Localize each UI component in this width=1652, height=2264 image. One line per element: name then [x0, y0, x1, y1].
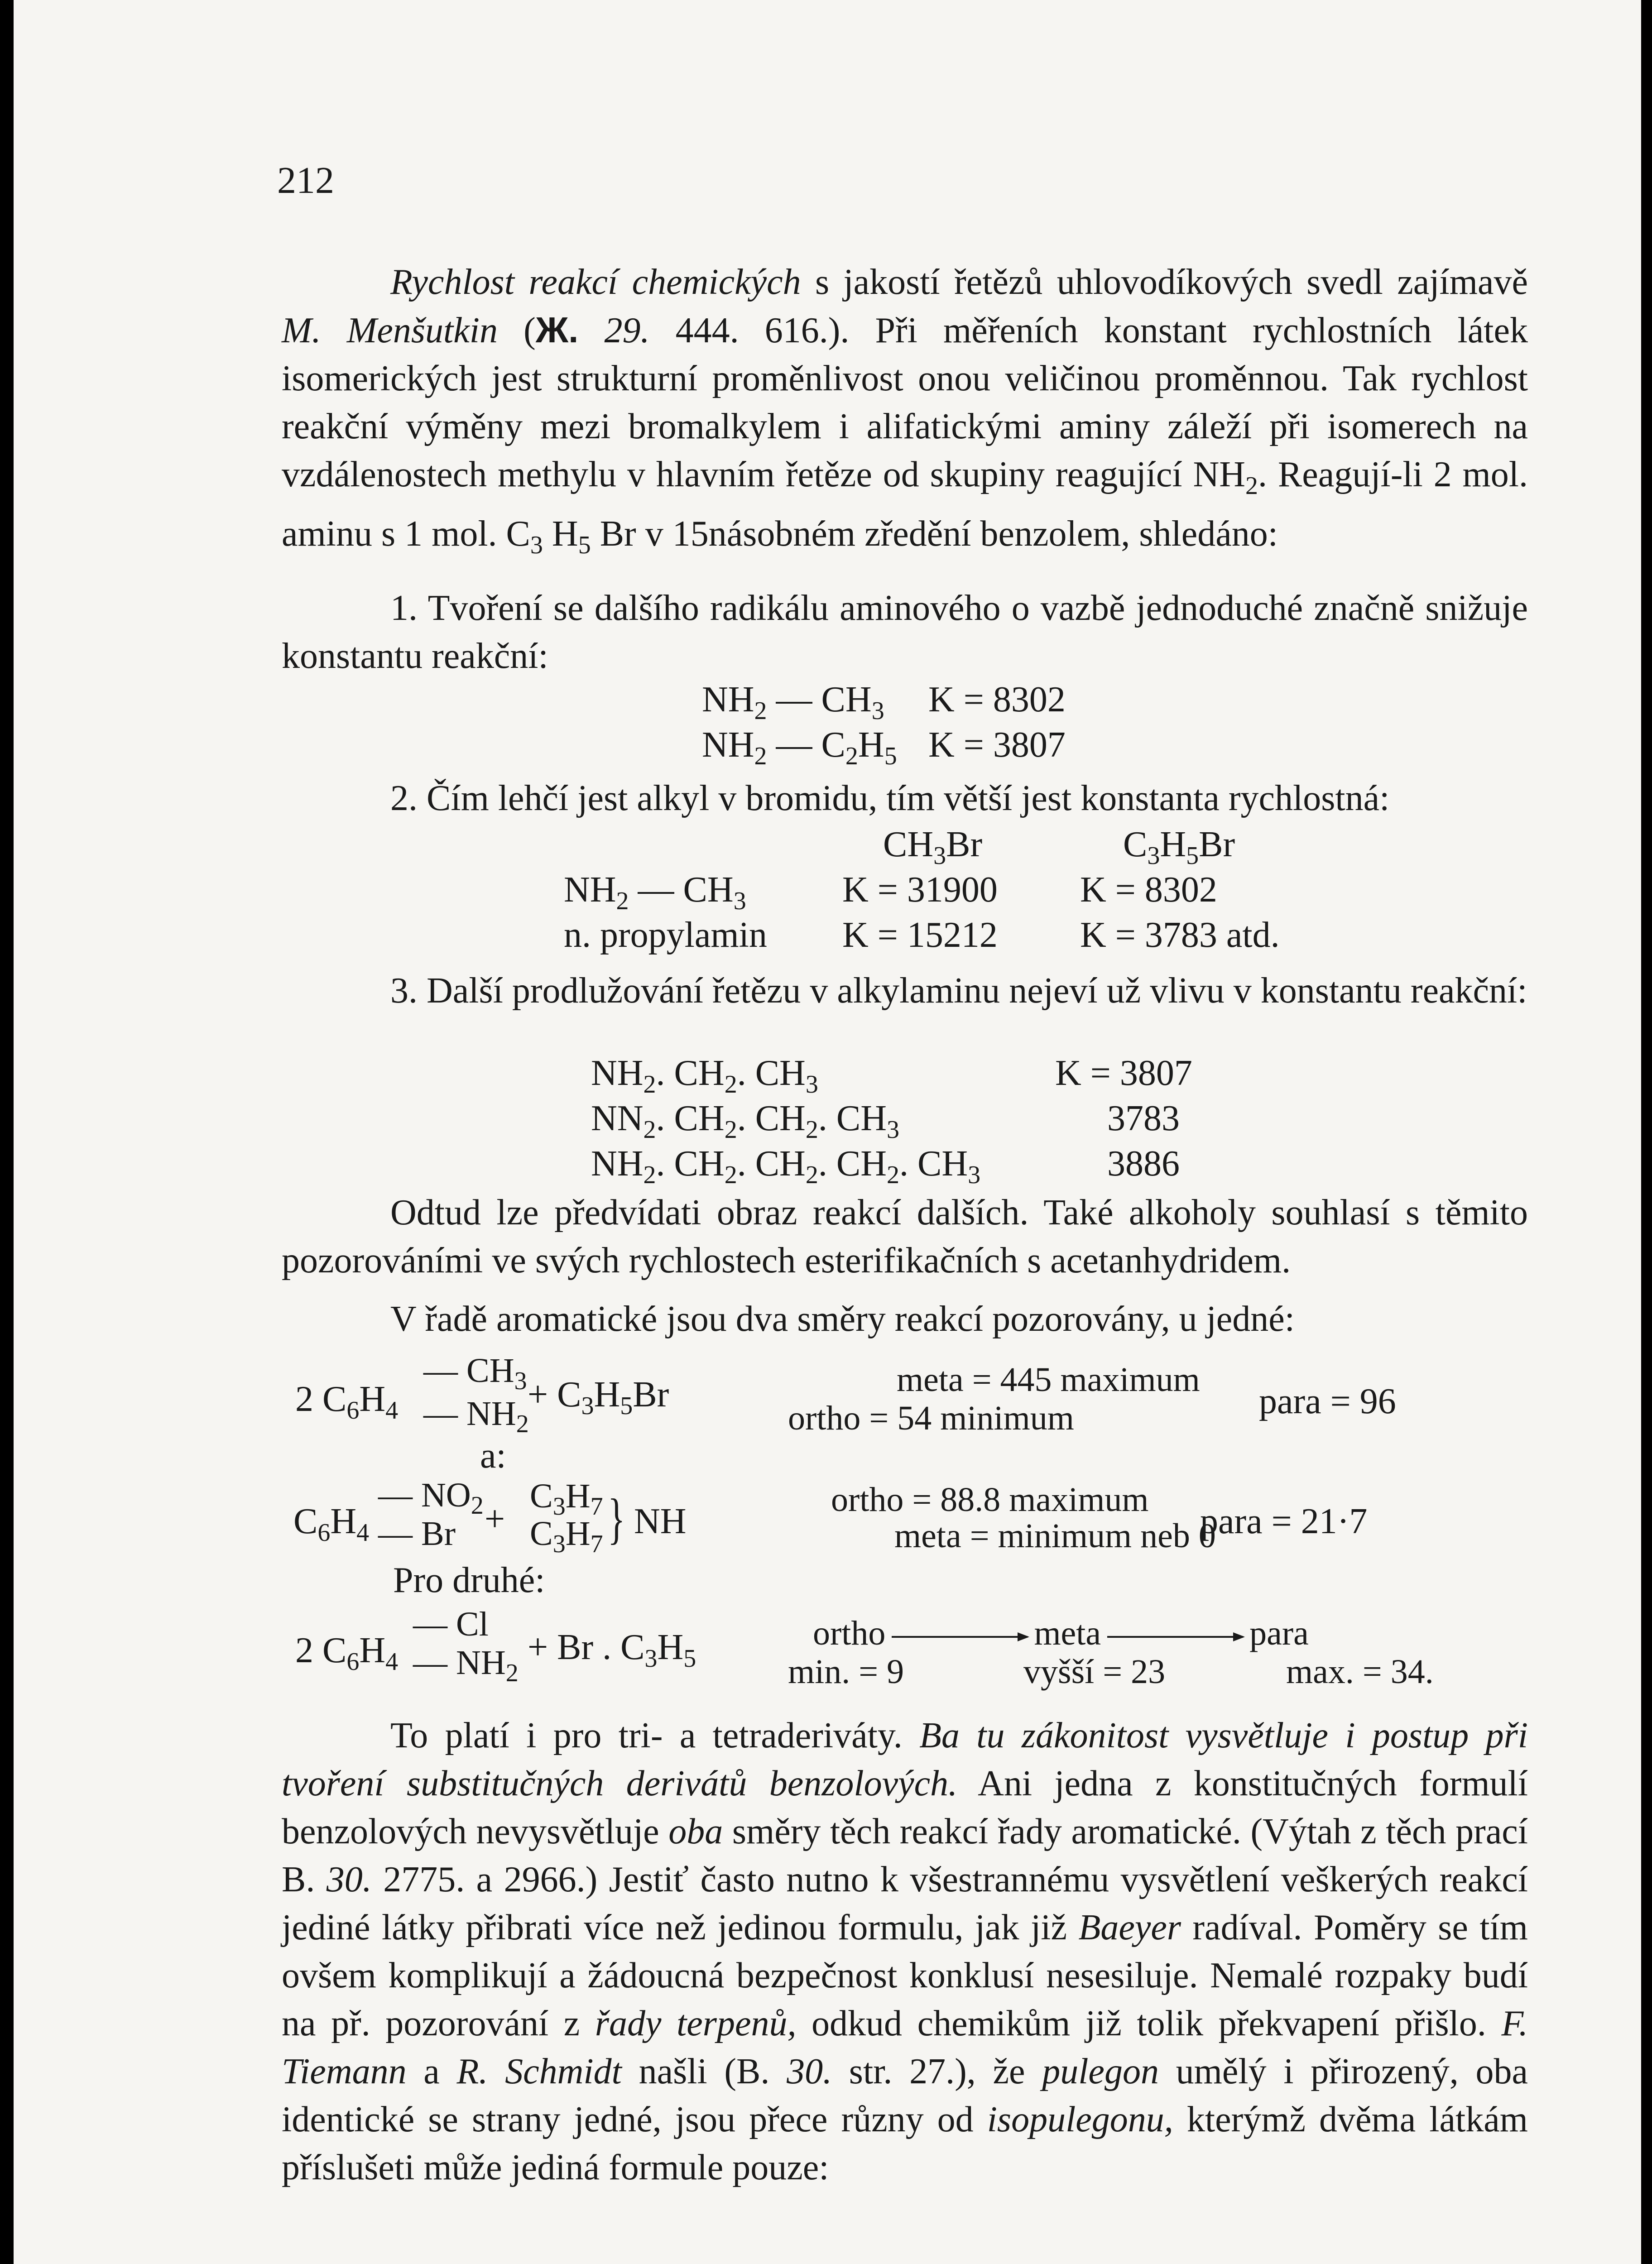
eq2-row2-k2: K = 3783 atd. — [1080, 915, 1280, 955]
eq4-ortho: ortho = 54 minimum — [788, 1399, 1074, 1437]
author-baeyer: Baeyer — [1078, 1908, 1181, 1947]
book-page — [14, 0, 1641, 2264]
eq5-nh: NH — [634, 1501, 687, 1541]
eq4-para: para = 96 — [1259, 1381, 1396, 1421]
pro-druhe: Pro druhé: — [393, 1560, 545, 1600]
eq3-row3: $NH_2$. $CH_2$. $CH_2$. $CH_2$. $CH_3$ — [591, 1144, 981, 1189]
a-label: a: — [480, 1436, 506, 1476]
journal-abbrev: Ж. — [535, 310, 579, 350]
eq6-lhs: 2 $C_6H_4$ — [295, 1631, 399, 1676]
eq3-row1: $NH_2$. $CH_2$. $CH_3$ — [591, 1053, 818, 1098]
eq5-lhs: $C_6H_4$ — [293, 1501, 370, 1547]
eq6-sequence: ortho meta para — [813, 1614, 1309, 1652]
eq3-row2: $NN_2$. $CH_2$. $CH_2$. $CH_3$ — [591, 1098, 899, 1144]
eq6-top: — Cl — [413, 1605, 489, 1643]
eq2-row2-k1: K = 15212 — [842, 915, 998, 955]
eq6-max: max. = 34. — [1286, 1653, 1434, 1691]
eq6-mid: vyšší = 23 — [1023, 1653, 1166, 1691]
eq1-row1-k: K = 8302 — [928, 680, 1066, 719]
eq5-meta: meta = minimum neb 0 — [894, 1517, 1216, 1555]
eq6-min: min. = 9 — [788, 1653, 904, 1691]
eq5-c3h7-top: $C_3H_7$ — [530, 1477, 603, 1521]
eq6-plus: + Br . $C_3H_5$ — [528, 1627, 696, 1673]
eq3-row1-k: K = 3807 — [1055, 1053, 1192, 1093]
author-menshutkin: M. Menšutkin — [282, 311, 498, 350]
paragraph-odtud: Odtud lze předvídati obraz reakcí dalších. Také alkoholy souhlasí s těmito pozorováními ve svých rychlostech esterifikačních s acetanhydridem. — [282, 1193, 1528, 1281]
page-number: 212 — [277, 159, 334, 201]
eq4-bottom: — $NH_2$ — [423, 1395, 529, 1439]
final-paragraph: To platí i pro tri- a tetraderiváty. Ba tu zákonitost vysvětluje i postup při tvoření substitučných derivátů benzolových. Ani jedna z konstitučných formulí benzolových nevysvětluje oba směry těch reakcí řady aromatické. (Výtah z těch prací B. 30. 2775. a 2966.) Jestiť často nutno k všestrannému vysvětlení veškerých reakcí jediné látky přibrati více než jedinou formulu, jak již Baeyer radíval. Poměry se tím ovšem komplikují a žádoucná bezpečnost konklusí nesesiluje. Nemalé rozpaky budí na př. pozorování z řady terpenů, odkud chemikům již tolik překvapení přišlo. F. Tiemann a R. Schmidt našli (B. 30. str. 27.), že pulegon umělý i přirozený, oba identické se strany jedné, jsou přece různy od isopulegonu, kterýmž dvěma látkám příslušeti může jediná formule pouze: — [282, 1716, 1528, 2187]
arrow-icon — [892, 1636, 1028, 1638]
paragraph-aromatic: V řadě aromatické jsou dva směry reakcí pozorovány, u jedné: — [390, 1299, 1295, 1339]
eq5-c3h7-bottom: $C_3H_7$ — [530, 1515, 603, 1559]
eq6-bottom: — $NH_2$ — [413, 1644, 519, 1688]
eq4-meta: meta = 445 maximum — [897, 1361, 1200, 1399]
eq3-row3-k: 3886 — [1107, 1144, 1180, 1184]
intro-title: Rychlost reakcí chemických — [390, 262, 801, 302]
eq2-head1: $CH_3Br$ — [883, 825, 983, 870]
eq2-row1-k1: K = 31900 — [842, 870, 998, 910]
eq5-top: — $NO_2$ — [378, 1476, 484, 1520]
intro-paragraph: Rychlost reakcí chemických s jakostí řetězů uhlovodíkových svedl zajímavě M. Menšutkin (Ж. 29. 444. 616.). Při měřeních konstant rychlostních látek isomerických jest strukturní proměnlivost onou veličinou proměnnou. Tak rychlost reakční výměny mezi bromalkylem i alifatickými aminy záleží při isomerech na vzdálenostech methylu v hlavním řetěze od skupiny reagující $NH_2$. Reagují-li 2 mol. aminu s 1 mol. $C_3$ $H_5$ Br v 15násobném zředění benzolem, shledáno: — [282, 262, 1528, 559]
arrow-icon — [1107, 1636, 1243, 1638]
eq1-row1: $NH_2$ — $CH_3$ — [702, 680, 884, 725]
eq4-lhs: 2 $C_6H_4$ — [295, 1379, 399, 1425]
item-1: 1. Tvoření se dalšího radikálu aminového o vazbě jednoduché značně snižuje konstantu reakční: — [282, 588, 1528, 676]
eq5-para: para = 21·7 — [1200, 1501, 1368, 1541]
eq2-head2: $C_3H_5Br$ — [1123, 825, 1235, 870]
eq4-top: — $CH_3$ — [423, 1352, 527, 1396]
item-3: 3. Další prodlužování řetězu v alkylaminu nejeví už vlivu v konstantu reakční: — [390, 971, 1527, 1011]
eq2-row2-name: n. propylamin — [564, 915, 767, 955]
eq5-bottom: — Br — [378, 1515, 456, 1553]
eq4-plus: + $C_3H_5Br$ — [528, 1375, 669, 1420]
author-tiemann: F. Tiemann — [282, 2004, 1528, 2091]
eq5-brace: } — [608, 1488, 625, 1550]
eq2-row1: $NH_2$ — $CH_3$ — [564, 870, 746, 915]
eq5-plus: + — [485, 1499, 505, 1539]
eq2-row1-k2: K = 8302 — [1080, 870, 1217, 910]
eq1-row2: $NH_2$ — $C_2H_5$ — [702, 725, 897, 770]
author-schmidt: R. Schmidt — [456, 2052, 622, 2091]
eq3-row2-k: 3783 — [1107, 1098, 1180, 1138]
eq5-ortho: ortho = 88.8 maximum — [831, 1481, 1149, 1519]
item-2: 2. Čím lehčí jest alkyl v bromidu, tím větší jest konstanta rychlostná: — [390, 778, 1390, 818]
eq1-row2-k: K = 3807 — [928, 725, 1066, 765]
